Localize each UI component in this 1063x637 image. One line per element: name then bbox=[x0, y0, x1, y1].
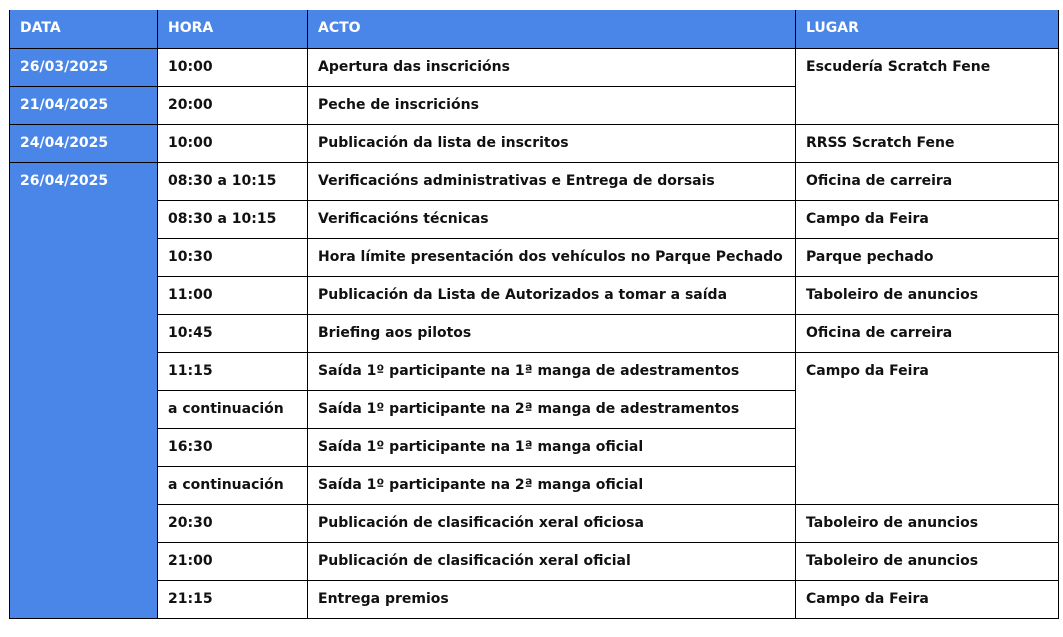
lugar-cell: Campo da Feira bbox=[796, 580, 1059, 618]
table-row bbox=[10, 124, 1059, 162]
acto-cell: Saída 1º participante na 2ª manga oficial bbox=[308, 466, 796, 504]
hora-cell: 16:30 bbox=[158, 428, 308, 466]
table-row bbox=[10, 542, 1059, 580]
lugar-cell: Taboleiro de anuncios bbox=[796, 276, 1059, 314]
header-acto: ACTO bbox=[308, 10, 796, 48]
hora-cell: 11:00 bbox=[158, 276, 308, 314]
table-row bbox=[10, 580, 1059, 618]
lugar-cell: Parque pechado bbox=[796, 238, 1059, 276]
table-row bbox=[10, 238, 1059, 276]
lugar-cell: Campo da Feira bbox=[796, 352, 1059, 504]
hora-cell: a continuación bbox=[158, 466, 308, 504]
acto-cell: Entrega premios bbox=[308, 580, 796, 618]
lugar-cell: Oficina de carreira bbox=[796, 314, 1059, 352]
hora-cell: 10:00 bbox=[158, 124, 308, 162]
hora-cell: 11:15 bbox=[158, 352, 308, 390]
hora-cell: 10:00 bbox=[158, 48, 308, 86]
acto-cell: Publicación de clasificación xeral oficial bbox=[308, 542, 796, 580]
lugar-cell: Campo da Feira bbox=[796, 200, 1059, 238]
lugar-cell: Escudería Scratch Fene bbox=[796, 48, 1059, 124]
lugar-cell: Taboleiro de anuncios bbox=[796, 504, 1059, 542]
acto-cell: Publicación da Lista de Autorizados a tomar a saída bbox=[308, 276, 796, 314]
lugar-cell: RRSS Scratch Fene bbox=[796, 124, 1059, 162]
hora-cell: 21:00 bbox=[158, 542, 308, 580]
hora-cell: 08:30 a 10:15 bbox=[158, 162, 308, 200]
table-row bbox=[10, 276, 1059, 314]
hora-cell: 10:45 bbox=[158, 314, 308, 352]
date-cell: 21/04/2025 bbox=[10, 86, 158, 124]
acto-cell: Verificacións técnicas bbox=[308, 200, 796, 238]
table-row bbox=[10, 162, 1059, 200]
acto-cell: Hora límite presentación dos vehículos no Parque Pechado bbox=[308, 238, 796, 276]
hora-cell: 20:00 bbox=[158, 86, 308, 124]
date-cell: 24/04/2025 bbox=[10, 124, 158, 162]
acto-cell: Briefing aos pilotos bbox=[308, 314, 796, 352]
date-cell: 26/04/2025 bbox=[10, 162, 158, 618]
date-cell: 26/03/2025 bbox=[10, 48, 158, 86]
header-hora: HORA bbox=[158, 10, 308, 48]
acto-cell: Saída 1º participante na 1ª manga de adestramentos bbox=[308, 352, 796, 390]
acto-cell: Peche de inscricións bbox=[308, 86, 796, 124]
acto-cell: Saída 1º participante na 1ª manga oficial bbox=[308, 428, 796, 466]
header-row bbox=[10, 10, 1059, 48]
hora-cell: 10:30 bbox=[158, 238, 308, 276]
header-date: DATA bbox=[10, 10, 158, 48]
lugar-cell: Oficina de carreira bbox=[796, 162, 1059, 200]
hora-cell: 20:30 bbox=[158, 504, 308, 542]
acto-cell: Publicación de clasificación xeral oficiosa bbox=[308, 504, 796, 542]
table-row bbox=[10, 48, 1059, 86]
table-row bbox=[10, 352, 1059, 390]
hora-cell: a continuación bbox=[158, 390, 308, 428]
table-row bbox=[10, 200, 1059, 238]
acto-cell: Verificacións administrativas e Entrega de dorsais bbox=[308, 162, 796, 200]
acto-cell: Apertura das inscricións bbox=[308, 48, 796, 86]
header-lugar: LUGAR bbox=[796, 10, 1059, 48]
table-row bbox=[10, 504, 1059, 542]
acto-cell: Publicación da lista de inscritos bbox=[308, 124, 796, 162]
lugar-cell: Taboleiro de anuncios bbox=[796, 542, 1059, 580]
table-row bbox=[10, 314, 1059, 352]
schedule-table bbox=[9, 10, 1059, 619]
hora-cell: 08:30 a 10:15 bbox=[158, 200, 308, 238]
hora-cell: 21:15 bbox=[158, 580, 308, 618]
acto-cell: Saída 1º participante na 2ª manga de adestramentos bbox=[308, 390, 796, 428]
